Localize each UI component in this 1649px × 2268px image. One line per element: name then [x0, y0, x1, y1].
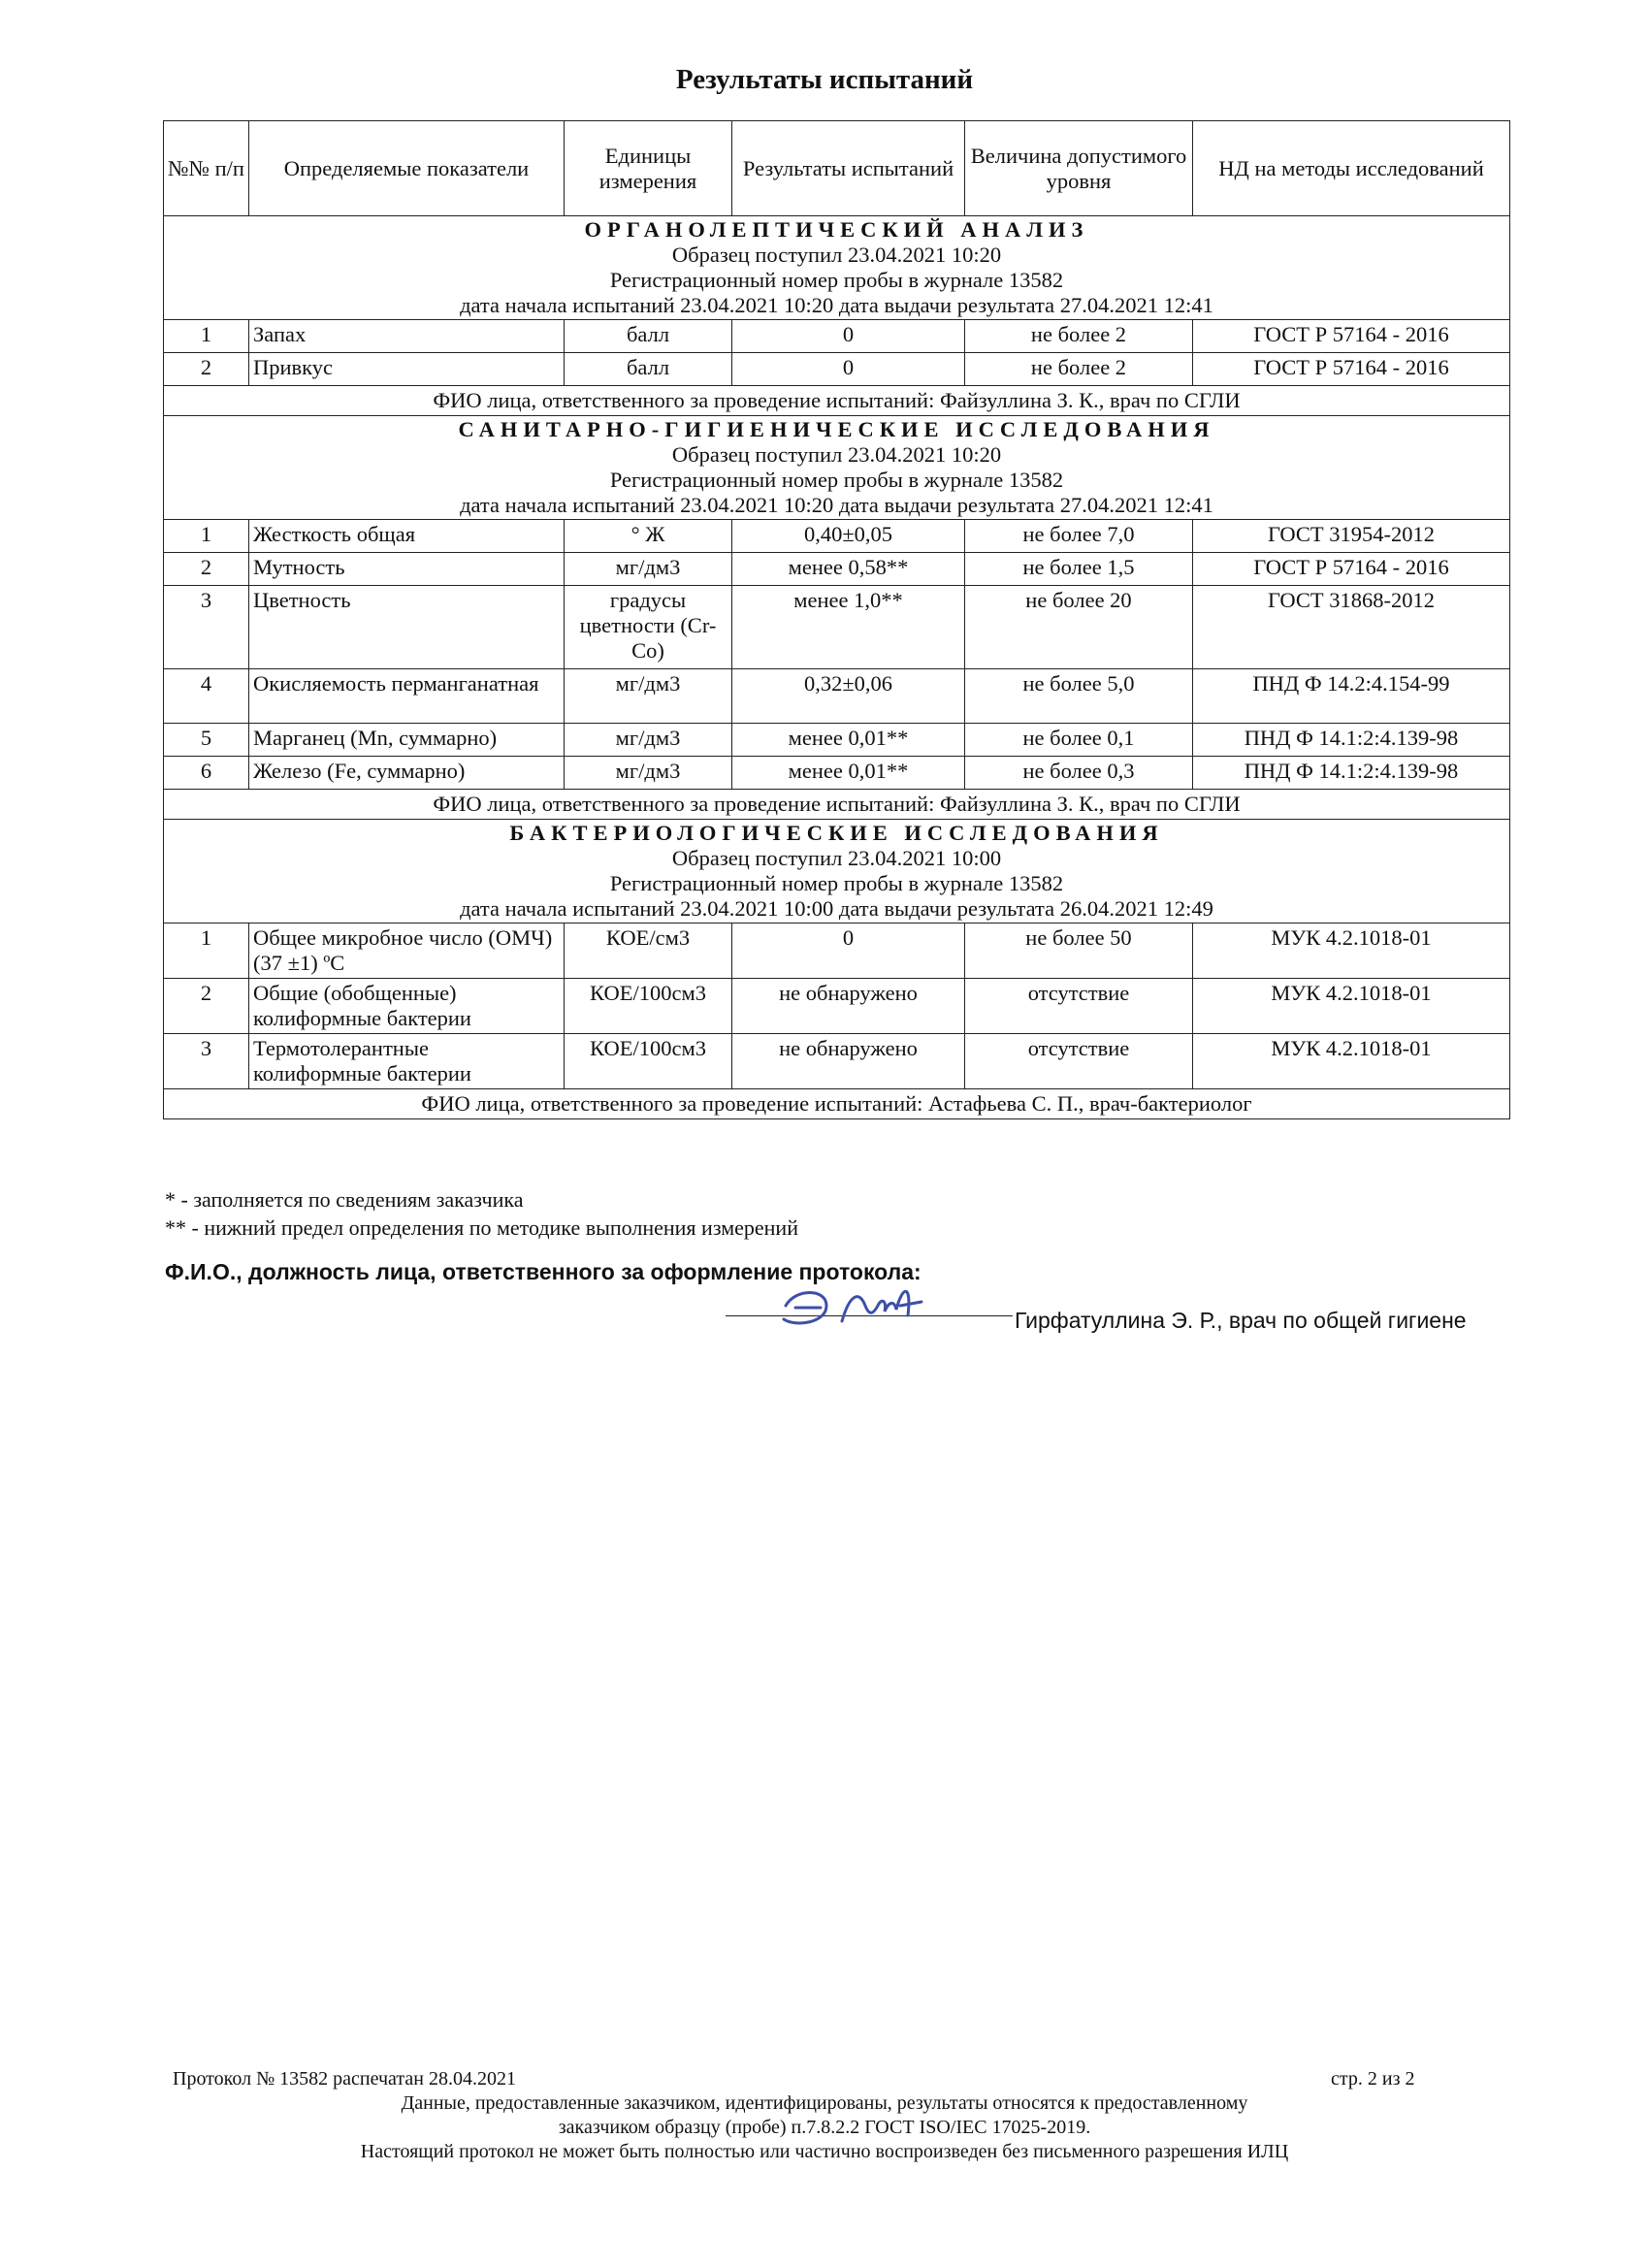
- footnote-detection-limit: ** - нижний предел определения по методике выполнения измерений: [165, 1215, 798, 1240]
- indicator-name: Привкус: [249, 353, 565, 386]
- limit: не более 20: [965, 586, 1193, 669]
- responsible-row: [164, 386, 1510, 416]
- section-title: САНИТАРНО-ГИГИЕНИЧЕСКИЕ ИССЛЕДОВАНИЯ: [458, 417, 1215, 441]
- sample-received: Образец поступил 23.04.2021 10:00: [671, 846, 1002, 870]
- row-number: 1: [164, 520, 249, 553]
- limit: не более 1,5: [965, 553, 1193, 586]
- row-number: 2: [164, 979, 249, 1034]
- table-row: [164, 979, 1510, 1034]
- table-row: [164, 553, 1510, 586]
- table-row: [164, 353, 1510, 386]
- result: не обнаружено: [732, 979, 965, 1034]
- row-number: 5: [164, 724, 249, 757]
- indicator-name: Общие (обобщенные) колиформные бактерии: [249, 979, 565, 1034]
- row-number: 2: [164, 553, 249, 586]
- responsible-person: ФИО лица, ответственного за проведение испытаний: Файзуллина З. К., врач по СГЛИ: [164, 386, 1510, 416]
- header-results: Результаты испытаний: [732, 121, 965, 216]
- section-bacteriological: [164, 820, 1510, 1119]
- results-table: [163, 120, 1510, 1119]
- header-limit: Величина допустимого уровня: [965, 121, 1193, 216]
- footnotes: [165, 1185, 798, 1242]
- result: 0: [732, 923, 965, 979]
- method: ПНД Ф 14.1:2:4.139-98: [1193, 724, 1510, 757]
- footer-line: Данные, предоставленные заказчиком, идентифицированы, результаты относятся к предоставленному: [401, 2092, 1248, 2114]
- method: ГОСТ 31954-2012: [1193, 520, 1510, 553]
- table-row: [164, 669, 1510, 724]
- indicator-name: Жесткость общая: [249, 520, 565, 553]
- row-number: 4: [164, 669, 249, 724]
- limit: отсутствие: [965, 979, 1193, 1034]
- indicator-name: Мутность: [249, 553, 565, 586]
- footer-disclaimer: [0, 2091, 1649, 2164]
- header-indicator: Определяемые показатели: [249, 121, 565, 216]
- table-row: [164, 1034, 1510, 1089]
- result: менее 0,01**: [732, 757, 965, 790]
- result: менее 0,58**: [732, 553, 965, 586]
- footer-page-number: стр. 2 из 2: [1331, 2068, 1415, 2090]
- footer-line: заказчиком образцу (пробе) п.7.8.2.2 ГОСТ ISO/IEC 17025-2019.: [558, 2117, 1091, 2138]
- header-number: №№ п/п: [164, 121, 249, 216]
- method: ПНД Ф 14.2:4.154-99: [1193, 669, 1510, 724]
- result: не обнаружено: [732, 1034, 965, 1089]
- result: 0,32±0,06: [732, 669, 965, 724]
- unit: КОЕ/100см3: [565, 1034, 732, 1089]
- limit: не более 5,0: [965, 669, 1193, 724]
- method: ГОСТ 31868-2012: [1193, 586, 1510, 669]
- table-row: [164, 520, 1510, 553]
- unit: балл: [565, 320, 732, 353]
- table-row: [164, 724, 1510, 757]
- unit: КОЕ/100см3: [565, 979, 732, 1034]
- limit: не более 7,0: [965, 520, 1193, 553]
- indicator-name: Марганец (Mn, суммарно): [249, 724, 565, 757]
- responsible-row: [164, 1089, 1510, 1119]
- test-dates: дата начала испытаний 23.04.2021 10:00 дата выдачи результата 26.04.2021 12:49: [460, 896, 1213, 921]
- unit: мг/дм3: [565, 553, 732, 586]
- responsible-person: ФИО лица, ответственного за проведение испытаний: Астафьева С. П., врач-бактериолог: [164, 1089, 1510, 1119]
- registration-number: Регистрационный номер пробы в журнале 13582: [609, 468, 1064, 492]
- row-number: 1: [164, 320, 249, 353]
- indicator-name: Окисляемость перманганатная: [249, 669, 565, 724]
- page-title: Результаты испытаний: [675, 64, 974, 95]
- limit: не более 2: [965, 320, 1193, 353]
- footer-protocol: Протокол № 13582 распечатан 28.04.2021: [173, 2068, 516, 2090]
- result: 0: [732, 320, 965, 353]
- indicator-name: Запах: [249, 320, 565, 353]
- indicator-name: Цветность: [249, 586, 565, 669]
- method: МУК 4.2.1018-01: [1193, 979, 1510, 1034]
- row-number: 3: [164, 1034, 249, 1089]
- table-header-row: [164, 121, 1510, 216]
- sample-received: Образец поступил 23.04.2021 10:20: [671, 243, 1002, 267]
- header-method: НД на методы исследований: [1193, 121, 1510, 216]
- header-units: Единицы измерения: [565, 121, 732, 216]
- unit: ° Ж: [565, 520, 732, 553]
- unit: КОЕ/см3: [565, 923, 732, 979]
- responsible-row: [164, 790, 1510, 820]
- protocol-responsible-label: Ф.И.О., должность лица, ответственного за оформление протокола:: [165, 1259, 922, 1284]
- table-row: [164, 757, 1510, 790]
- registration-number: Регистрационный номер пробы в журнале 13582: [609, 268, 1064, 292]
- indicator-name: Общее микробное число (ОМЧ) (37 ±1) ºС: [249, 923, 565, 979]
- test-dates: дата начала испытаний 23.04.2021 10:20 дата выдачи результата 27.04.2021 12:41: [460, 493, 1213, 517]
- row-number: 2: [164, 353, 249, 386]
- method: ГОСТ Р 57164 - 2016: [1193, 553, 1510, 586]
- result: менее 1,0**: [732, 586, 965, 669]
- footnote-customer: * - заполняется по сведениям заказчика: [165, 1187, 524, 1212]
- result: менее 0,01**: [732, 724, 965, 757]
- signature-image: [766, 1277, 960, 1335]
- table-row: [164, 320, 1510, 353]
- section-organoleptic: [164, 216, 1510, 416]
- row-number: 1: [164, 923, 249, 979]
- indicator-name: Термотолерантные колиформные бактерии: [249, 1034, 565, 1089]
- method: МУК 4.2.1018-01: [1193, 923, 1510, 979]
- sample-received: Образец поступил 23.04.2021 10:20: [671, 442, 1002, 467]
- section-title: БАКТЕРИОЛОГИЧЕСКИЕ ИССЛЕДОВАНИЯ: [509, 821, 1164, 845]
- table-row: [164, 586, 1510, 669]
- limit: не более 50: [965, 923, 1193, 979]
- limit: отсутствие: [965, 1034, 1193, 1089]
- row-number: 3: [164, 586, 249, 669]
- unit: мг/дм3: [565, 669, 732, 724]
- unit: градусы цветности (Cr-Co): [565, 586, 732, 669]
- unit: мг/дм3: [565, 757, 732, 790]
- signer-name: Гирфатуллина Э. Р., врач по общей гигиене: [1015, 1308, 1467, 1333]
- unit: мг/дм3: [565, 724, 732, 757]
- method: ПНД Ф 14.1:2:4.139-98: [1193, 757, 1510, 790]
- test-dates: дата начала испытаний 23.04.2021 10:20 дата выдачи результата 27.04.2021 12:41: [460, 293, 1213, 317]
- limit: не более 0,3: [965, 757, 1193, 790]
- limit: не более 0,1: [965, 724, 1193, 757]
- section-title: ОРГАНОЛЕПТИЧЕСКИЙ АНАЛИЗ: [584, 217, 1089, 242]
- method: ГОСТ Р 57164 - 2016: [1193, 353, 1510, 386]
- result: 0,40±0,05: [732, 520, 965, 553]
- table-row: [164, 923, 1510, 979]
- method: ГОСТ Р 57164 - 2016: [1193, 320, 1510, 353]
- registration-number: Регистрационный номер пробы в журнале 13582: [609, 871, 1064, 895]
- footer-line: Настоящий протокол не может быть полностью или частично воспроизведен без письменного разрешения ИЛЦ: [360, 2141, 1289, 2162]
- unit: балл: [565, 353, 732, 386]
- result: 0: [732, 353, 965, 386]
- section-sanitary: [164, 416, 1510, 820]
- row-number: 6: [164, 757, 249, 790]
- limit: не более 2: [965, 353, 1193, 386]
- method: МУК 4.2.1018-01: [1193, 1034, 1510, 1089]
- responsible-person: ФИО лица, ответственного за проведение испытаний: Файзуллина З. К., врач по СГЛИ: [164, 790, 1510, 820]
- indicator-name: Железо (Fe, суммарно): [249, 757, 565, 790]
